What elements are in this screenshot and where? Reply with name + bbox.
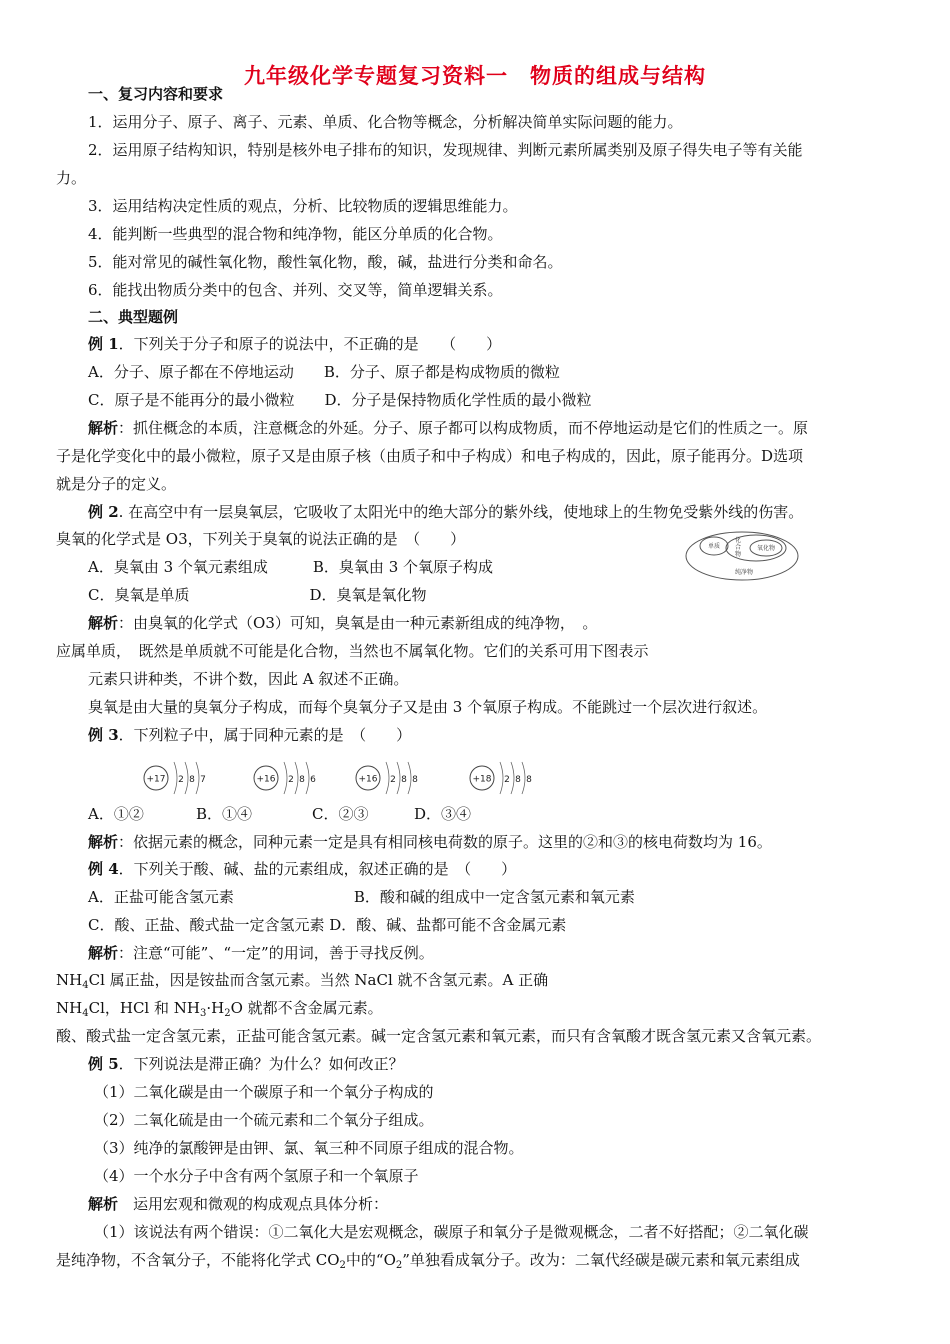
ex5-analysis-line-1: 运用宏观和微观的构成观点具体分析：: [118, 1195, 389, 1213]
ex1-analysis: [88, 418, 808, 438]
ex4-analysis-line-1: ：注意“可能”、“一定”的用词，善于寻找反例。: [118, 944, 434, 962]
formula-subscript: 3: [199, 1008, 207, 1019]
electron-shell-arc: [284, 762, 287, 794]
formula-subscript: 2: [395, 1260, 403, 1271]
shell-electron-count: 6: [310, 775, 316, 785]
electron-shell-arc: [295, 762, 298, 794]
atom-nucleus-charge: +17: [146, 774, 166, 785]
atom-nucleus-charge: +16: [256, 774, 276, 785]
diagram-label-compound-2: 合: [734, 544, 742, 551]
ex5-question: [88, 1054, 404, 1074]
formula-subscript: 4: [82, 980, 89, 991]
ex2-analysis: [88, 613, 597, 633]
ex2-options-ab: A．臭氧由 3 个氧元素组成 B．臭氧由 3 个氧原子构成: [88, 558, 494, 576]
ex3-option-c: C．②③: [312, 805, 369, 823]
ex1-analysis-line-3: 就是分子的定义。: [56, 475, 177, 493]
ex2-analysis-line-1: ：由臭氧的化学式（O3）可知，臭氧是由一种元素新组成的纯净物， 。: [118, 614, 598, 632]
analysis-label: 解析: [88, 1195, 119, 1213]
atom-nucleus-charge: +18: [472, 774, 492, 785]
ex5-analysis-line-2: （1）该说法有两个错误：①二氧化大是宏观概念，碳原子和氧分子是微观概念，二者不好搭配；②二氧化碳: [94, 1223, 809, 1241]
electron-shell-arc: [511, 762, 514, 794]
ex2-label: 例 2: [88, 503, 119, 521]
shell-electron-count: 8: [401, 775, 407, 785]
requirement-4: 4．能判断一些典型的混合物和纯净物，能区分单质的化合物。: [88, 225, 503, 243]
formula-text: Cl 属正盐，因是铵盐而含氢元素。当然 NaCl 就不含氢元素。A 正确: [88, 971, 549, 989]
ex2-analysis-line-2: 应属单质， 既然是单质就不可能是化合物，当然也不属氧化物。它们的关系可用下图表示: [56, 642, 649, 660]
shell-electron-count: 8: [412, 775, 418, 785]
formula-text: 是纯净物，不含氧分子，不能将化学式 CO: [56, 1251, 340, 1269]
requirement-3: 3．运用结构决定性质的观点，分析、比较物质的逻辑思维能力。: [88, 197, 518, 215]
formula-text: Cl，HCl 和 NH: [88, 999, 200, 1017]
shell-electron-count: 7: [200, 775, 206, 785]
formula-text: 中的“O: [345, 1251, 396, 1269]
ex4-analysis: [88, 943, 434, 963]
ex4-options-ab: A．正盐可能含氢元素 B．酸和碱的组成中一定含氢元素和氧元素: [88, 888, 635, 906]
ex1-question: [88, 334, 501, 354]
requirement-6: 6．能找出物质分类中的包含、并列、交叉等，简单逻辑关系。: [88, 281, 503, 299]
analysis-label: 解析: [88, 614, 119, 632]
ex1-label: 例 1: [88, 335, 119, 353]
shell-electron-count: 2: [504, 775, 510, 785]
shell-electron-count: 8: [526, 775, 532, 785]
ex5-analysis: [88, 1194, 388, 1214]
diagram-label-element-substance: 单质: [707, 543, 721, 550]
atom-structure-diagrams: [130, 752, 570, 802]
ex5-analysis-line-3: [56, 1250, 800, 1270]
ex2-question: [88, 502, 803, 522]
analysis-label: 解析: [88, 944, 119, 962]
ex3-option-b: B．①④: [196, 805, 253, 823]
electron-shell-arc: [386, 762, 389, 794]
ex1-options-cd: C．原子是不能再分的最小微粒 D．分子是保持物质化学性质的最小微粒: [88, 391, 592, 409]
ex5-statement-4: （4）一个水分子中含有两个氢原子和一个氧原子: [94, 1167, 419, 1185]
diagram-label-pure-substance: 纯净物: [734, 569, 754, 576]
shell-electron-count: 8: [515, 775, 521, 785]
formula-subscript: 4: [82, 1008, 89, 1019]
ex5-statement-1: （1）二氧化碳是由一个碳原子和一个氧分子构成的: [94, 1083, 434, 1101]
requirement-1: 1．运用分子、原子、离子、元素、单质、化合物等概念，分析解决简单实际问题的能力。: [88, 113, 683, 131]
electron-shell-arc: [306, 762, 309, 794]
ex5-statement-2: （2）二氧化硫是由一个硫元素和二个氧分子组成。: [94, 1111, 434, 1129]
shell-electron-count: 2: [178, 775, 184, 785]
shell-electron-count: 2: [288, 775, 294, 785]
ex1-analysis-line-2: 子是化学变化中的最小微粒，原子又是由原子核（由质子和中子构成）和电子构成的，因此，原子能再分。D选项: [56, 447, 804, 465]
formula-subscript: 2: [224, 1008, 231, 1019]
diagram-label-compound-3: 物: [734, 551, 742, 558]
ex4-question: [88, 859, 516, 879]
electron-shell-arc: [196, 762, 199, 794]
electron-shell-arc: [500, 762, 503, 794]
ex5-statement-3: （3）纯净的氯酸钾是由钾、氯、氧三种不同原子组成的混合物。: [94, 1139, 524, 1157]
ex4-question-text: ．下列关于酸、碱、盐的元素组成，叙述正确的是 （ ）: [118, 860, 517, 878]
formula-text: ”单独看成氧分子。改为：二氧代经碳是碳元素和氧元素组成: [402, 1251, 800, 1269]
ex4-analysis-line-2: [56, 970, 548, 990]
diagram-label-oxide: 氧化物: [756, 545, 776, 552]
formula-subscript: 2: [339, 1260, 346, 1271]
electron-shell-arc: [397, 762, 400, 794]
ex3-option-a: A．①②: [88, 805, 144, 823]
formula-text: NH: [56, 971, 83, 989]
ex3-question-text: ．下列粒子中，属于同种元素的是 （ ）: [118, 726, 412, 744]
ex2-question-cont: 臭氧的化学式是 O3，下列关于臭氧的说法正确的是 （ ）: [56, 530, 466, 548]
shell-electron-count: 2: [390, 775, 396, 785]
electron-shell-arc: [522, 762, 525, 794]
formula-text: O 就都不含金属元素。: [230, 999, 383, 1017]
ex5-label: 例 5: [88, 1055, 119, 1073]
requirement-2: 2．运用原子结构知识，特别是核外电子排布的知识，发现规律、判断元素所属类别及原子得失电子等有关能: [88, 141, 803, 159]
ex3-analysis-line-1: ：依据元素的概念，同种元素一定是具有相同核电荷数的原子。这里的②和③的核电荷数均为 16。: [118, 833, 772, 851]
formula-text: ·H: [206, 999, 225, 1017]
ex4-label: 例 4: [88, 860, 119, 878]
section-heading-1: 一、复习内容和要求: [88, 85, 224, 103]
section-heading-2: 二、典型题例: [88, 308, 179, 326]
ex2-question-text: . 在高空中有一层臭氧层，它吸收了太阳光中的绝大部分的紫外线，使地球上的生物免受紫外线的伤害。: [118, 503, 804, 521]
ex3-label: 例 3: [88, 726, 119, 744]
ex4-analysis-line-4: 酸、酸式盐一定含氢元素，正盐可能含氢元素。碱一定含氢元素和氧元素，而只有含氧酸才既含氢元素又含氧元素。: [56, 1027, 822, 1045]
ex4-analysis-line-3: [56, 998, 383, 1018]
analysis-label: 解析: [88, 419, 119, 437]
ex2-analysis-line-4: 臭氧是由大量的臭氧分子构成，而每个臭氧分子又是由 3 个氧原子构成。不能跳过一个层次进行叙述。: [88, 698, 768, 716]
shell-electron-count: 8: [189, 775, 195, 785]
ex5-question-text: ．下列说法是滞正确？为什么？如何改正？: [118, 1055, 404, 1073]
requirement-2-cont: 力。: [56, 169, 87, 187]
ex2-options-cd: C．臭氧是单质 D．臭氧是氧化物: [88, 586, 427, 604]
ex3-question: [88, 725, 411, 745]
ex4-options-cd: C．酸、正盐、酸式盐一定含氢元素 D．酸、碱、盐都可能不含金属元素: [88, 916, 567, 934]
electron-shell-arc: [408, 762, 411, 794]
shell-electron-count: 8: [299, 775, 305, 785]
page-title: 九年级化学专题复习资料一 物质的组成与结构: [244, 63, 706, 88]
ex3-analysis: [88, 832, 772, 852]
ex1-options-ab: A．分子、原子都在不停地运动 B．分子、原子都是构成物质的微粒: [88, 363, 560, 381]
ex2-analysis-line-3: 元素只讲种类，不讲个数，因此 A 叙述不正确。: [88, 670, 409, 688]
electron-shell-arc: [185, 762, 188, 794]
analysis-label: 解析: [88, 833, 119, 851]
ex1-question-text: ．下列关于分子和原子的说法中，不正确的是 （ ）: [118, 335, 502, 353]
ex3-option-d: D．③④: [414, 805, 472, 823]
electron-shell-arc: [174, 762, 177, 794]
requirement-5: 5．能对常见的碱性氧化物，酸性氧化物，酸，碱，盐进行分类和命名。: [88, 253, 563, 271]
substance-classification-diagram: [684, 530, 800, 582]
atom-nucleus-charge: +16: [358, 774, 378, 785]
ex1-analysis-line-1: ：抓住概念的本质，注意概念的外延。分子、原子都可以构成物质，而不停地运动是它们的性质之一。原: [118, 419, 809, 437]
diagram-label-compound-1: 化: [734, 537, 742, 544]
formula-text: NH: [56, 999, 83, 1017]
